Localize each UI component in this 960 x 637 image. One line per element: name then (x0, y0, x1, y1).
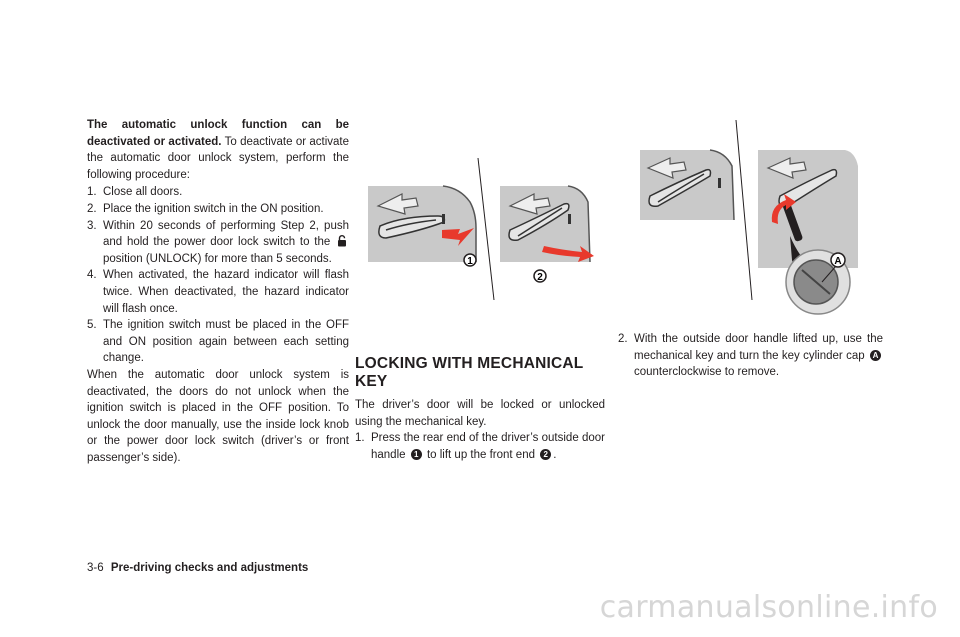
step-text-b: position (UNLOCK) for more than 5 seconds. (103, 252, 332, 265)
step-text: Place the ignition switch in the ON position. (103, 202, 324, 215)
step-text: Close all doors. (103, 186, 183, 199)
intro-bold: The automatic unlock function can be deactivated or activated. (87, 119, 349, 148)
unlock-icon (337, 235, 347, 247)
page-number: 3-6 (87, 562, 104, 574)
step-text-a: Press the rear end of the driver’s outside door handle (371, 432, 605, 461)
watermark: carmanualsonline.info (599, 590, 938, 625)
step-text-b: counterclockwise to remove. (634, 366, 780, 379)
fig2-callout-a: A (834, 256, 842, 267)
section-title: Pre-driving checks and adjustments (110, 562, 309, 574)
fig1-callout-2: 2 (537, 272, 543, 283)
step-5 (87, 317, 349, 367)
step-number: 5. (87, 319, 97, 332)
step-text-c: . (553, 448, 557, 461)
callout-1-badge: 1 (411, 449, 422, 460)
callout-2-badge: 2 (540, 449, 551, 460)
intro-paragraph (87, 117, 349, 183)
step-text-a: With the outside door handle lifted up, use the mechanical key and turn the key cylinder cap (634, 333, 883, 362)
step-number: 1. (355, 432, 365, 445)
step-4 (87, 267, 349, 317)
key-cylinder-figure (640, 120, 862, 316)
step-text (634, 331, 883, 381)
door-handle-figure (368, 158, 600, 300)
column-key-cylinder (618, 331, 883, 381)
step-number: 3. (87, 219, 97, 232)
mech-step-1 (355, 430, 605, 463)
step-text-a: Within 20 seconds of performing Step 2, push and hold the power door lock switch to the (103, 219, 349, 249)
closing-paragraph: When the automatic door unlock system is deactivated, the doors do not unlock when the ignition switch is placed in the OFF position. To unlock the door manually, use the inside lock knob or the power door lock switch (driver’s or front passenger’s side). (87, 368, 349, 464)
column-mechanical-key (355, 355, 605, 463)
step-text-b: to lift up the front end (426, 448, 535, 461)
page-footer (87, 562, 308, 574)
mech-key-intro: The driver’s door will be locked or unlocked using the mechanical key. (355, 399, 605, 428)
step-2 (87, 201, 349, 218)
intro-text: To deactivate or activate the automatic door unlock system, perform the following procedure: (87, 135, 349, 181)
column-automatic-unlock (87, 117, 349, 466)
callout-a-badge: A (870, 350, 881, 361)
step-number: 2. (618, 333, 628, 345)
step-text (371, 430, 605, 463)
step-1 (87, 184, 349, 201)
step-number: 4. (87, 269, 97, 282)
step-text: When activated, the hazard indicator will flash twice. When deactivated, the hazard indicator will flash once. (103, 269, 349, 315)
step-text: The ignition switch must be placed in the OFF and ON position again between each setting change. (103, 319, 349, 365)
mech-step-2 (618, 331, 883, 381)
step-3 (87, 218, 349, 268)
fig1-callout-1: 1 (467, 256, 473, 267)
step-number: 2. (87, 202, 97, 215)
step-number: 1. (87, 186, 97, 199)
step-text (103, 218, 349, 268)
section-heading: LOCKING WITH MECHANICAL KEY (355, 355, 584, 390)
